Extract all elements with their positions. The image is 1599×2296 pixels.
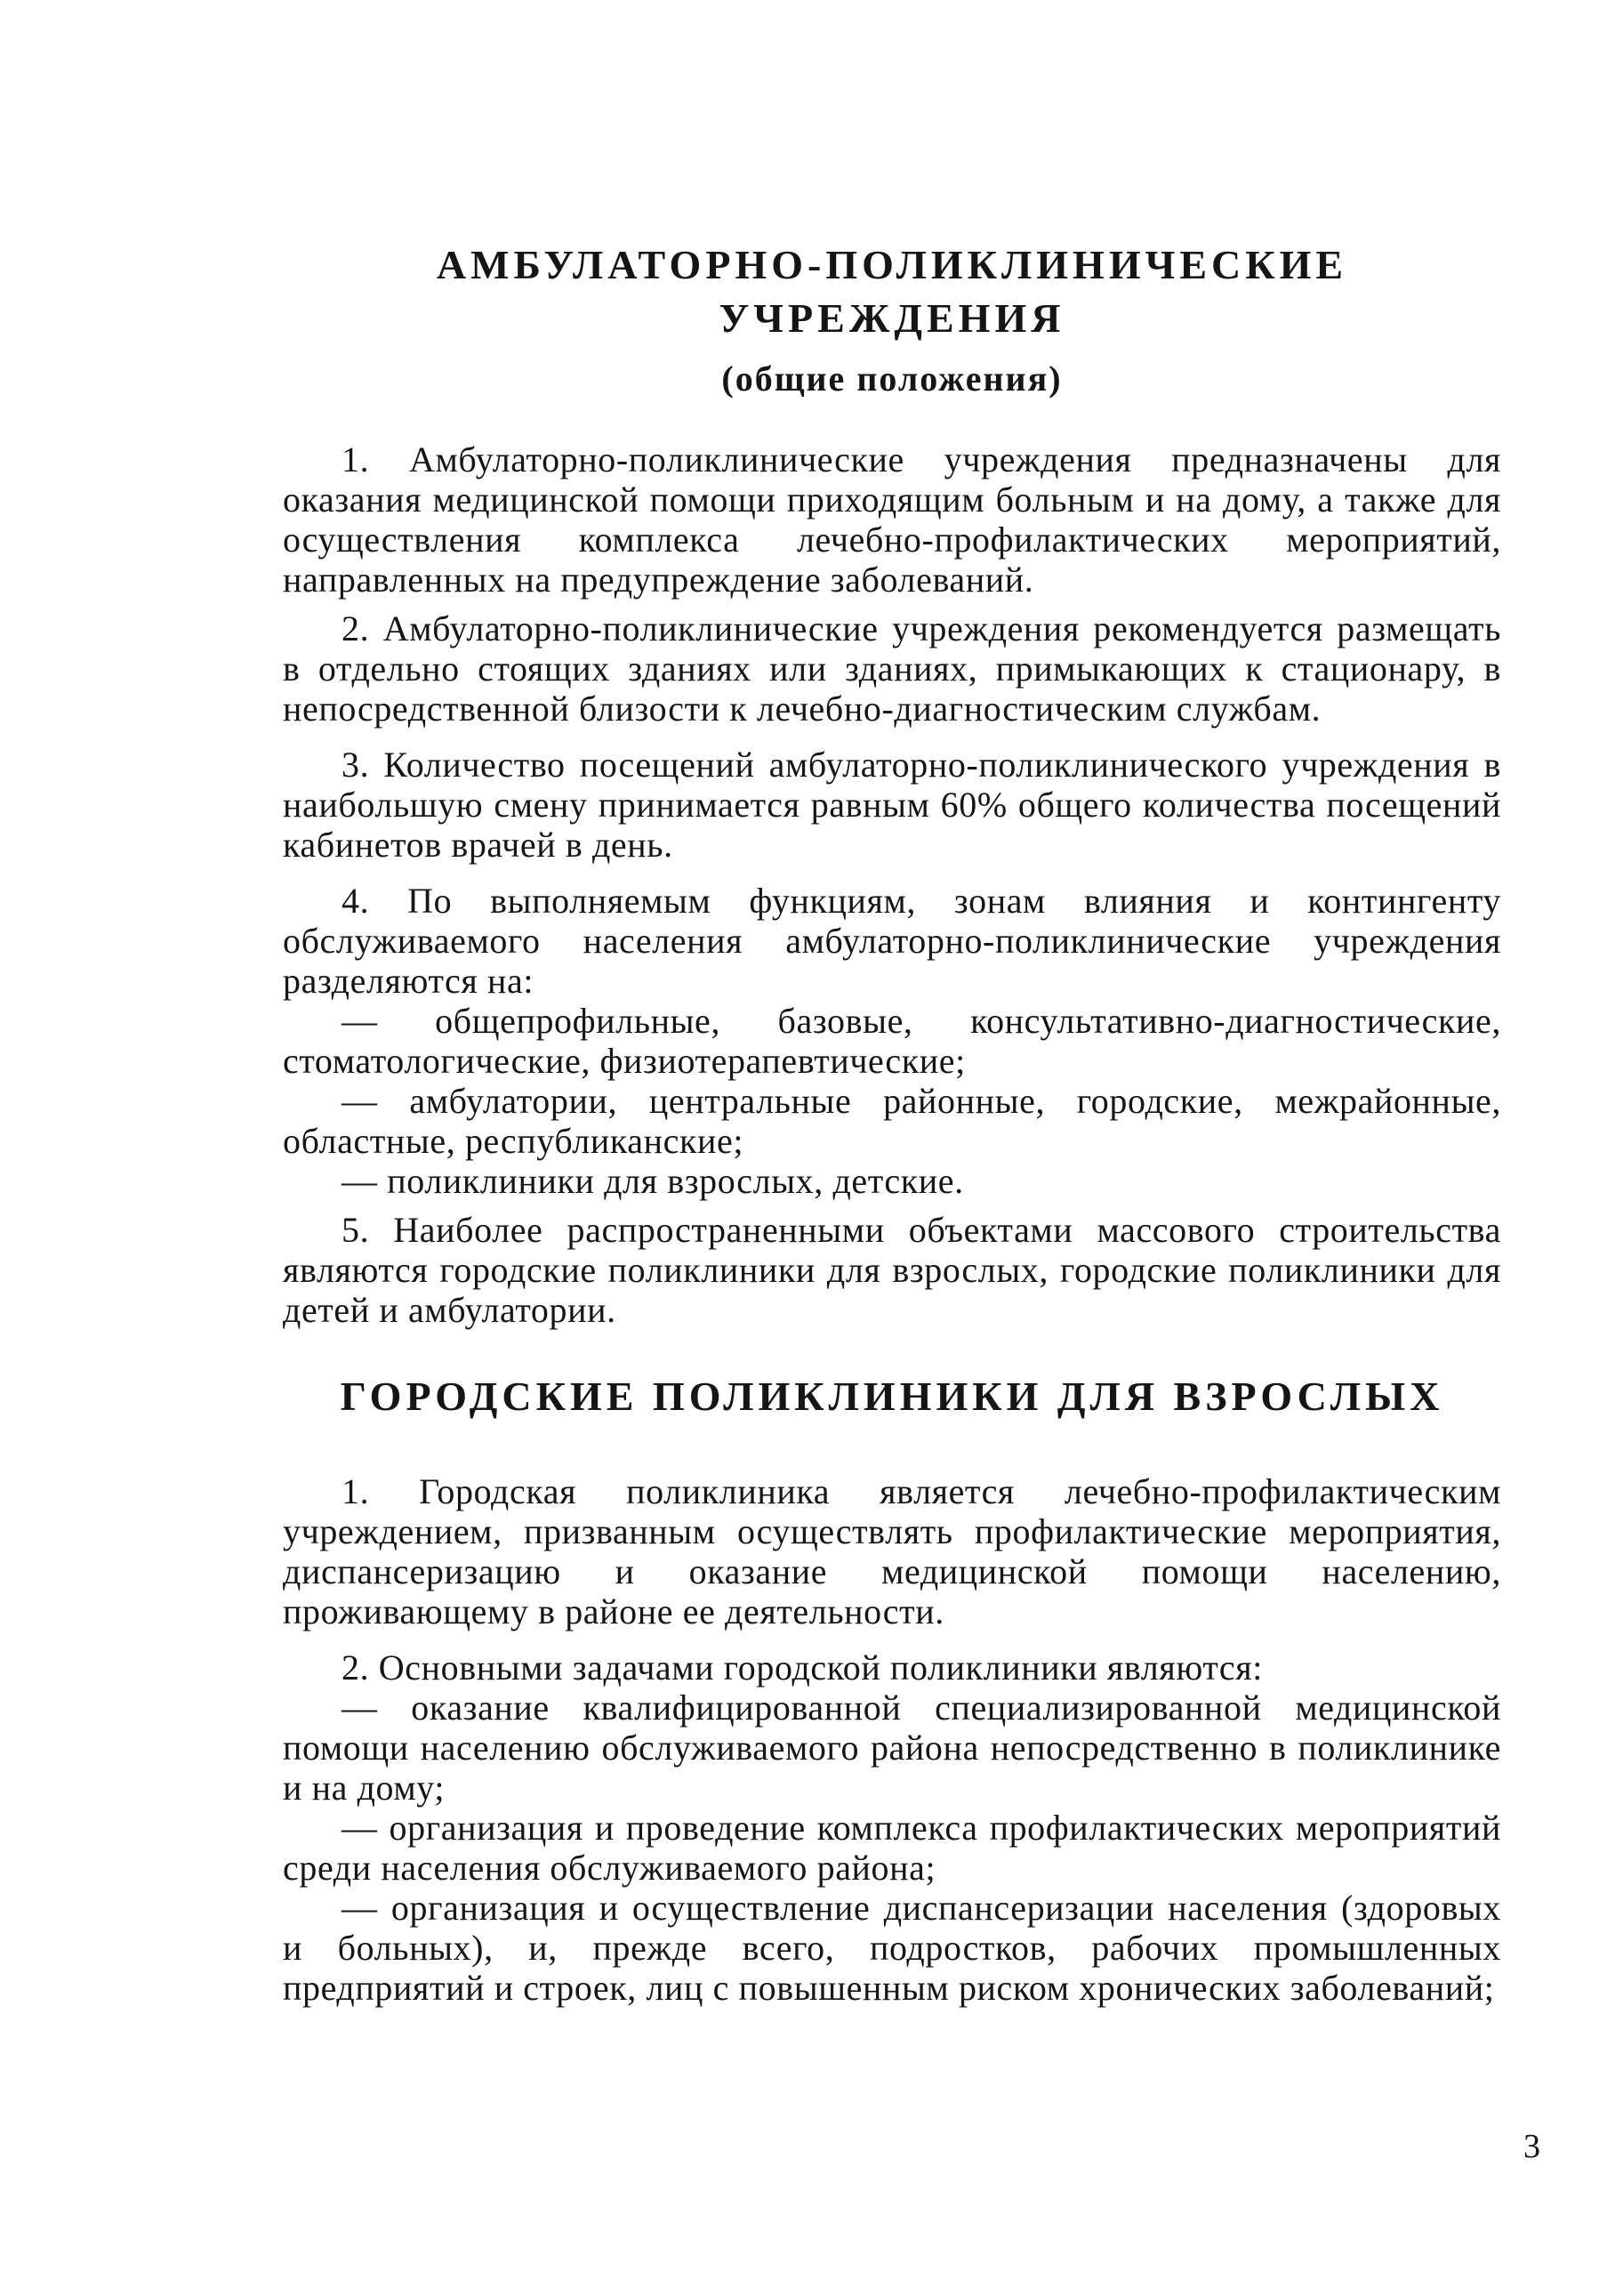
section-subtitle: (общие положения)	[721, 358, 1063, 399]
paragraph-2: 2. Амбулаторно-поликлинические учреждения рекомендуется размещать в отдельно стоящих зданиях или зданиях, примыкающих к стационару, в непосредственной близости к лечебно-диагностическим службам.	[283, 608, 1501, 729]
paragraph-5: 5. Наиболее распространенными объектами массового строительства являются городские поликлиники для взрослых, городские поликлиники для детей и амбулатории.	[283, 1210, 1501, 1330]
paragraph-1: 1. Амбулаторно-поликлинические учреждения предназначены для оказания медицинской помощи приходящим больным и на дому, а также для осуществления комплекса лечебно-профилактических мероприятий, направленных на предупреждение заболеваний.	[283, 439, 1501, 600]
list-item: — поликлиники для взрослых, детские.	[341, 1161, 964, 1201]
paragraph-4: 4. По выполняемым функциям, зонам влияния и контингенту обслуживаемого населения амбулаторно-поликлинические учреждения разделяются на:	[283, 881, 1501, 1001]
list-item: — оказание квалифицированной специализированной медицинской помощи населению обслуживаемого района непосредственно в поликлинике и на дому;	[283, 1688, 1501, 1808]
section-outpatient	[283, 238, 1501, 1330]
list-item: — общепрофильные, базовые, консультативно-диагностические, стоматологические, физиотерапевтические;	[283, 1001, 1501, 1081]
list-item: — амбулатории, центральные районные, городские, межрайонные, областные, республиканские;	[283, 1081, 1501, 1161]
section-title: АМБУЛАТОРНО-ПОЛИКЛИНИЧЕСКИЕ УЧРЕЖДЕНИЯ	[436, 242, 1348, 341]
paragraph-1: 1. Городская поликлиника является лечебно-профилактическим учреждением, призванным осуществлять профилактические мероприятия, диспансеризацию и оказание медицинской помощи населению, проживающему в районе ее деятельности.	[283, 1471, 1501, 1631]
list-item: — организация и осуществление диспансеризации населения (здоровых и больных), и, прежде всего, подростков, рабочих промышленных предприятий и строек, лиц с повышенным риском хронических заболеваний;	[283, 1888, 1501, 2008]
paragraph-2: 2. Основными задачами городской поликлиники являются:	[341, 1647, 1263, 1688]
paragraph-3: 3. Количество посещений амбулаторно-поликлинического учреждения в наибольшую смену принимается равным 60% общего количества посещений кабинетов врачей в день.	[283, 745, 1501, 865]
section-adult-clinics	[283, 1370, 1501, 2008]
section-title: ГОРОДСКИЕ ПОЛИКЛИНИКИ ДЛЯ ВЗРОСЛЫХ	[340, 1374, 1444, 1419]
page-number: 3	[1523, 2128, 1540, 2165]
list-item: — организация и проведение комплекса профилактических мероприятий среди населения обслуживаемого района;	[283, 1808, 1501, 1888]
